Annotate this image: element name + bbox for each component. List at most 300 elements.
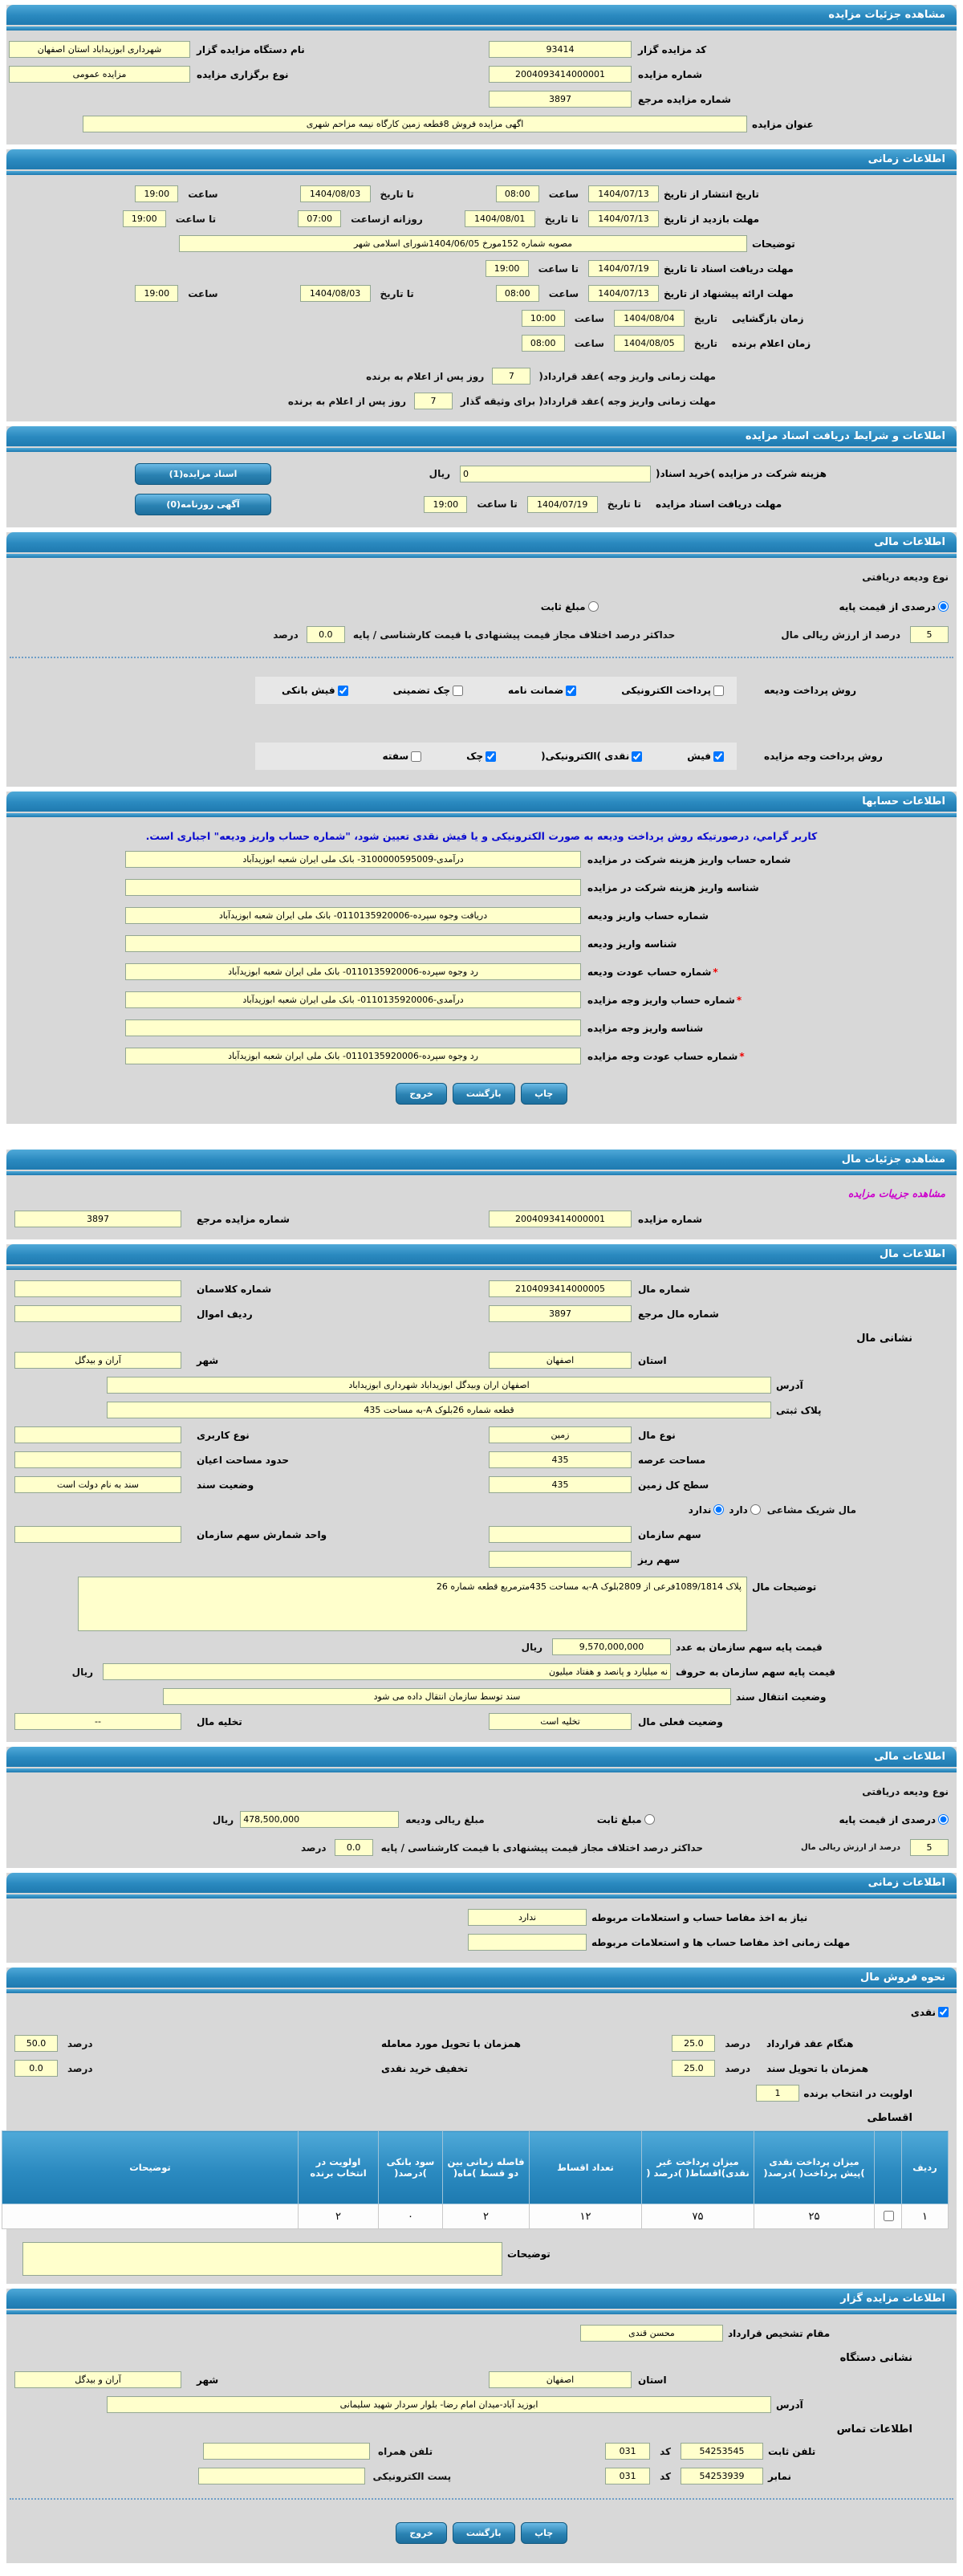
doc-receive-deadline-label: مهلت دریافت اسناد تا تاریخ xyxy=(664,262,794,275)
share-unit-field[interactable] xyxy=(14,1526,181,1543)
date-label: تاریخ xyxy=(693,337,717,349)
to-hour-label: تا ساعت xyxy=(538,262,579,275)
sale-notes-field[interactable] xyxy=(22,2242,502,2276)
guarantee-letter-checkbox[interactable] xyxy=(566,686,576,696)
base-price-words-field[interactable]: نه میلیارد و پانصد و هفتاد میلیون xyxy=(103,1663,671,1680)
guarantor-deadline-days-field[interactable]: 7 xyxy=(414,393,453,409)
account-row xyxy=(6,1014,957,1042)
section-sale-method xyxy=(6,1968,957,2284)
publish-date-row xyxy=(6,181,957,206)
percent-label: درصد xyxy=(301,1841,327,1854)
province-field[interactable]: اصفهان xyxy=(489,2371,632,2388)
auction-ref-label: شماره مزایده مرجع xyxy=(638,93,731,105)
share-detail-field[interactable] xyxy=(489,1551,632,1568)
auction-type-label: نوع برگزاری مزایده xyxy=(197,68,289,80)
installment-row xyxy=(2,2204,949,2229)
clearance-deadline-field[interactable] xyxy=(468,1934,587,1951)
at-contract-label: هنگام عقد قرارداد xyxy=(766,2037,854,2049)
cash-discount-field[interactable]: 0.0 xyxy=(14,2060,58,2077)
auction-number-label: شماره مزایده xyxy=(638,68,703,80)
visit-from-time-field[interactable]: 07:00 xyxy=(298,210,341,227)
percent-label: درصد xyxy=(725,2063,750,2074)
deposit-return-account-label: شماره حساب عودت ودیعه xyxy=(587,966,712,978)
receipt-option[interactable]: فیش xyxy=(687,751,724,762)
payment-deadline-row xyxy=(6,364,957,389)
joint-owner-yes-option[interactable]: دارد xyxy=(729,1504,760,1516)
address-label: آدرس xyxy=(776,2399,803,2411)
days-after-winner-label: روز پس از اعلام به برنده xyxy=(366,370,485,382)
certified-check-checkbox[interactable] xyxy=(453,686,463,696)
offer-to-date-field[interactable]: 1404/08/03 xyxy=(300,285,371,302)
receipt-checkbox[interactable] xyxy=(713,751,724,762)
to-hour-label: تا ساعت xyxy=(175,213,217,225)
col-installment-count: تعداد اقساط xyxy=(530,2131,642,2204)
land-area-field[interactable]: 435 xyxy=(489,1451,632,1468)
clearance-need-field[interactable]: ندارد xyxy=(468,1909,587,1926)
joint-owner-label: مال شریک مشاعی xyxy=(766,1504,856,1516)
offer-deadline-row xyxy=(6,281,957,306)
doc-receive-label: مهلت دریافت اسناد مزایده xyxy=(656,499,782,510)
asset-ref-field[interactable]: 3897 xyxy=(489,1305,632,1322)
fax-field[interactable]: 54253939 xyxy=(681,2468,763,2484)
winner-announce-row xyxy=(6,331,957,356)
check-option[interactable]: چک xyxy=(466,751,496,762)
col-winner-priority: اولویت در انتخاب برنده xyxy=(299,2131,379,2204)
section-asset-details xyxy=(6,1150,957,1239)
winner-priority-label: اولویت در انتخاب برنده xyxy=(803,2087,912,2099)
auction-number-field[interactable]: 2004093414000001 xyxy=(489,1211,632,1227)
deposit-amount-field[interactable]: 478,500,000 xyxy=(240,1811,399,1828)
deposit-account-field[interactable]: دریافت وجوه سپرده-0110135920006- بانک ملی ایران شعبه ابوزیدآباد xyxy=(125,907,581,924)
rial-label: ریال xyxy=(521,1641,542,1653)
cell-row-number: ۱ xyxy=(902,2204,949,2229)
hour-label: ساعت xyxy=(574,312,604,324)
auction-payment-account-field[interactable]: درآمدی-0110135920006- بانک ملی ایران شعبه ابوزیدآباد xyxy=(125,991,581,1008)
opening-time-row xyxy=(6,306,957,331)
action-buttons xyxy=(6,1070,957,1116)
total-land-label: سطح کل زمین xyxy=(638,1479,709,1491)
account-row xyxy=(6,930,957,958)
cell-bank-interest: ۰ xyxy=(379,2204,443,2229)
section-asset-info xyxy=(6,1244,957,1742)
clearance-deadline-label: مهلت زمانی اخذ مفاصا حساب ها و استعلامات مربوطه xyxy=(591,1936,851,1948)
winner-priority-field[interactable]: 1 xyxy=(756,2085,799,2102)
building-area-field[interactable] xyxy=(14,1451,181,1468)
max-price-diff-label: حداکثر درصد اختلاف مجاز قیمت پیشنهادی با قیمت کارشناسی / پایه xyxy=(352,629,676,641)
auction-type-field[interactable]: مزایده عمومی xyxy=(9,66,190,83)
area-code-label: کد xyxy=(660,2470,671,2482)
doc-deadline-time-field[interactable]: 19:00 xyxy=(486,260,529,277)
section-doc-terms xyxy=(6,426,957,527)
asset-number-label: شماره مال xyxy=(638,1283,690,1295)
section-asset-time xyxy=(6,1873,957,1963)
doc-receive-time-field[interactable]: 19:00 xyxy=(424,496,467,513)
address-field[interactable]: اصفهان اران وبیدگل ابوزیداباد شهرداری ابوزیداباد xyxy=(107,1377,771,1394)
view-auction-details-link[interactable]: مشاهده جزییات مزایده xyxy=(847,1187,945,1199)
time-notes-field[interactable]: مصوبه شماره 152مورخ 1404/06/05شورای اسلامی شهر xyxy=(179,235,747,252)
joint-owner-yes-radio[interactable] xyxy=(750,1504,761,1515)
deposit-percent-radio-label: درصدی از قیمت پایه xyxy=(839,600,936,612)
publish-from-date-field[interactable]: 1404/07/13 xyxy=(588,185,659,202)
opening-date-field[interactable]: 1404/08/04 xyxy=(614,310,685,327)
section-header-auctioneer-info: اطلاعات مزایده گزار xyxy=(6,2289,957,2309)
classification-label: شماره کلاسمان xyxy=(197,1283,272,1295)
deposit-percent-radio[interactable] xyxy=(938,601,949,612)
deposit-type-label: نوع ودیعه دریافتی xyxy=(862,571,949,583)
auction-payment-id-field[interactable] xyxy=(125,1019,581,1036)
to-date-label: تا تاریخ xyxy=(380,287,414,299)
hour-label: ساعت xyxy=(548,287,579,299)
cash-sale-option[interactable]: نقدی xyxy=(911,2007,949,2018)
cell-select xyxy=(875,2204,902,2229)
visit-from-date-field[interactable]: 1404/07/13 xyxy=(588,210,659,227)
usage-type-label: نوع کاربری xyxy=(197,1429,250,1441)
col-cash-payment: میزان پرداخت نقدی )پیش پرداخت( )درصد( xyxy=(754,2131,875,2204)
org-name-field[interactable]: شهرداری ابوزیداباد استان اصفهان xyxy=(9,41,190,58)
required-asterisk: * xyxy=(739,1050,745,1062)
promissory-note-option[interactable]: سفته xyxy=(383,751,422,762)
city-label: شهر xyxy=(197,2374,219,2386)
account-row xyxy=(6,958,957,986)
date-label: تاریخ xyxy=(693,312,717,324)
registry-plate-field[interactable]: قطعه شماره 26بلوک A-به مساحت 435 xyxy=(107,1402,771,1418)
daily-from-hour-label: روزانه ازساعت xyxy=(351,213,423,225)
phone-field[interactable]: 54253545 xyxy=(681,2443,763,2460)
rial-label: ریال xyxy=(212,1813,234,1825)
account-row xyxy=(6,1042,957,1070)
phone-label: تلفن ثابت xyxy=(768,2445,816,2457)
fee-id-field[interactable] xyxy=(125,879,581,896)
visit-to-time-field[interactable]: 19:00 xyxy=(123,210,166,227)
doc-receive-deadline-row xyxy=(6,256,957,281)
payment-deadline-days-field[interactable]: 7 xyxy=(492,368,530,385)
contact-heading: اطلاعات تماس xyxy=(836,2423,912,2436)
required-asterisk: * xyxy=(736,994,742,1006)
back-button[interactable]: بازگشت xyxy=(453,1083,515,1105)
mobile-label: تلفن همراه xyxy=(378,2445,433,2457)
section-auction-details xyxy=(6,5,957,144)
bank-receipt-option[interactable]: فیش بانکی xyxy=(282,685,348,696)
classification-field[interactable] xyxy=(14,1280,181,1297)
base-price-number-label: قیمت پایه سهم سازمان به عدد xyxy=(676,1641,823,1653)
sale-notes-label: توضیحات xyxy=(507,2248,551,2260)
deposit-fixed-radio-option[interactable]: مبلغ ثابت xyxy=(597,1814,655,1825)
deposit-payment-method-row xyxy=(6,668,957,713)
section-header-auction-details: مشاهده جزئیات مزایده xyxy=(6,5,957,25)
province-label: استان xyxy=(638,2374,667,2386)
total-land-field[interactable]: 435 xyxy=(489,1476,632,1493)
electronic-payment-checkbox[interactable] xyxy=(713,686,724,696)
deposit-return-account-field[interactable]: رد وجوه سپرده-0110135920006- بانک ملی ایران شعبه ابوزیدآباد xyxy=(125,963,581,980)
auction-payment-method-label: روش پرداخت وجه مزایده xyxy=(764,751,883,762)
section-header-asset-details: مشاهده جزئیات مال xyxy=(6,1150,957,1170)
cell-notes xyxy=(2,2204,299,2229)
doc-receive-row xyxy=(6,489,957,519)
deposit-percent-of-value-label: درصد از ارزش ریالی مال xyxy=(801,1843,900,1852)
fax-label: نمابر xyxy=(768,2470,792,2482)
auction-ref-field[interactable]: 3897 xyxy=(14,1211,181,1227)
electronic-payment-option[interactable]: پرداخت الکترونیکی xyxy=(621,685,724,696)
auction-payment-method-row xyxy=(6,734,957,779)
time-notes-row xyxy=(6,231,957,256)
opening-time-field[interactable]: 10:00 xyxy=(522,310,565,327)
percent-label: درصد xyxy=(725,2038,750,2049)
auction-code-label: کد مزایده گزار xyxy=(638,43,707,55)
auction-title-field[interactable]: اگهی مزایده فروش 8قطعه زمین کارگاه نیمه مزاحم شهری xyxy=(83,116,747,132)
col-select xyxy=(875,2131,902,2204)
deed-status-field[interactable]: سند به نام دولت است xyxy=(14,1476,181,1493)
area-code-field[interactable]: 031 xyxy=(605,2443,650,2460)
cash-sale-checkbox[interactable] xyxy=(938,2007,949,2017)
asset-notes-field[interactable]: پلاک 1089/1814فرعی از 2809بلوک A-به مساحت 435مترمربع قطعه شماره 26 xyxy=(78,1577,747,1631)
certified-check-option[interactable]: چک تضمینی xyxy=(393,685,463,696)
city-label: شهر xyxy=(197,1354,219,1366)
section-header-time-info: اطلاعات زمانی xyxy=(6,149,957,169)
visit-to-date-field[interactable]: 1404/08/01 xyxy=(465,210,535,227)
participation-cost-row xyxy=(6,458,957,489)
installment-heading: اقساطی xyxy=(867,2112,912,2124)
auction-payment-options-panel xyxy=(255,743,737,770)
publish-to-time-field[interactable]: 19:00 xyxy=(135,185,178,202)
col-bank-interest: سود بانکی )درصد( xyxy=(379,2131,443,2204)
deposit-type-label: نوع ودیعه دریافتی xyxy=(862,1785,949,1797)
deposit-payment-options-panel xyxy=(255,677,737,704)
row-select-checkbox[interactable] xyxy=(884,2211,894,2221)
participation-cost-label: هزینه شرکت در مزایده )خرید اسناد( xyxy=(656,468,827,479)
deposit-id-label: شناسه واریز ودیعه xyxy=(587,938,677,950)
asset-row-field[interactable] xyxy=(14,1305,181,1322)
deposit-percent-radio-option[interactable] xyxy=(839,601,949,612)
col-installment-interval: فاصله زمانی بین دو قسط )ماه( xyxy=(443,2131,530,2204)
rial-label: ریال xyxy=(429,468,450,479)
email-label: پست الکترونیکی xyxy=(372,2470,452,2482)
asset-number-field[interactable]: 2104093414000005 xyxy=(489,1280,632,1297)
deposit-percent-radio[interactable] xyxy=(938,1814,949,1825)
col-row-number: ردیف xyxy=(902,2131,949,2204)
deposit-fixed-radio[interactable] xyxy=(588,601,599,612)
at-deed-delivery-field[interactable]: 25.0 xyxy=(672,2060,715,2077)
section-asset-financial xyxy=(6,1747,957,1868)
at-delivery-field[interactable]: 50.0 xyxy=(14,2035,58,2052)
hour-label: ساعت xyxy=(548,188,579,200)
auction-return-account-field[interactable]: رد وجوه سپرده-0110135920006- بانک ملی ایران شعبه ابوزیدآباد xyxy=(125,1048,581,1064)
deed-transfer-field[interactable]: سند توسط سازمان انتقال داده می شود xyxy=(163,1688,731,1705)
rial-label: ریال xyxy=(71,1666,93,1678)
section-header-asset-time: اطلاعات زمانی xyxy=(6,1873,957,1893)
auction-documents-button[interactable]: اسناد مزایده(1) xyxy=(135,463,271,485)
section-header-financial-info: اطلاعات مالی xyxy=(6,532,957,552)
auction-payment-id-label: شناسه واریز وجه مزایده xyxy=(587,1022,704,1034)
mobile-field[interactable] xyxy=(203,2443,370,2460)
deed-status-label: وضعیت سند xyxy=(197,1479,254,1491)
bank-receipt-checkbox[interactable] xyxy=(338,686,348,696)
installment-table xyxy=(2,2130,949,2229)
deposit-percent-field[interactable]: 5 xyxy=(910,626,949,643)
required-asterisk: * xyxy=(713,966,718,978)
doc-deadline-date-field[interactable]: 1404/07/19 xyxy=(588,260,659,277)
auction-return-account-label: شماره حساب عودت وجه مزایده xyxy=(587,1050,738,1062)
section-header-asset-info: اطلاعات مال xyxy=(6,1244,957,1264)
max-price-diff-field[interactable]: 0.0 xyxy=(307,626,345,643)
auction-ref-label: شماره مزایده مرجع xyxy=(197,1213,290,1225)
address-label: آدرس xyxy=(776,1379,803,1391)
deed-transfer-label: وضعیت انتقال سند xyxy=(736,1691,827,1703)
fee-account-label: شماره حساب واریز هزینه شرکت در مزایده xyxy=(587,853,791,865)
newspaper-ad-button[interactable]: آگهی روزنامه(0) xyxy=(135,494,271,515)
cash-electronic-option[interactable]: نقدی )الکترونیکی( xyxy=(541,751,642,762)
section-auctioneer-info xyxy=(6,2289,957,2563)
participation-cost-field[interactable]: 0 xyxy=(460,466,651,482)
section-header-accounts: اطلاعات حسابها xyxy=(6,792,957,812)
promissory-note-checkbox[interactable] xyxy=(411,751,421,762)
building-area-label: حدود مساحت اعیان xyxy=(197,1454,290,1466)
action-buttons xyxy=(6,2509,957,2555)
time-notes-label: توضیحات xyxy=(752,238,795,250)
asset-address-heading: نشانی مال xyxy=(856,1333,912,1345)
offer-from-time-field[interactable]: 08:00 xyxy=(496,285,539,302)
deposit-percent-of-value-label: درصد از ارزش ریالی مال xyxy=(781,629,900,641)
publish-to-date-field[interactable]: 1404/08/03 xyxy=(300,185,371,202)
base-price-number-field[interactable]: 9,570,000,000 xyxy=(552,1638,671,1655)
at-delivery-label: همزمان با تحویل مورد معامله xyxy=(381,2037,521,2049)
auction-payment-account-label: شماره حساب واریز وجه مزایده xyxy=(587,994,735,1006)
visit-period-label: مهلت بازدید از تاریخ xyxy=(664,213,760,225)
org-share-field[interactable] xyxy=(489,1526,632,1543)
percent-label: درصد xyxy=(273,629,299,641)
address-field[interactable]: ابوزید آباد-میدان امام رضا- بلوار سردار شهید سلیمانی xyxy=(107,2396,771,2413)
cell-cash-payment: ۲۵ xyxy=(754,2204,875,2229)
vacancy-label: تخلیه مال xyxy=(197,1715,242,1728)
area-code-label: کد xyxy=(660,2445,671,2457)
print-button[interactable]: چاپ xyxy=(521,2522,567,2544)
print-button[interactable]: چاپ xyxy=(521,1083,567,1105)
org-name-label: نام دستگاه مزایده گزار xyxy=(197,43,305,55)
deposit-percent-field[interactable]: 5 xyxy=(910,1839,949,1856)
usage-type-field[interactable] xyxy=(14,1426,181,1443)
deposit-fixed-radio[interactable] xyxy=(644,1814,655,1825)
back-button[interactable]: بازگشت xyxy=(453,2522,515,2544)
auction-ref-field[interactable]: 3897 xyxy=(489,91,632,108)
city-field[interactable]: آران و بیدگل xyxy=(14,1352,181,1369)
exit-button[interactable]: خروج xyxy=(396,2522,447,2544)
section-financial-info xyxy=(6,532,957,787)
section-accounts xyxy=(6,792,957,1124)
org-share-label: سهم سازمان xyxy=(638,1528,701,1540)
publish-from-time-field[interactable]: 08:00 xyxy=(496,185,539,202)
province-field[interactable]: اصفهان xyxy=(489,1352,632,1369)
auction-number-field[interactable]: 2004093414000001 xyxy=(489,66,632,83)
hour-label: ساعت xyxy=(188,188,218,200)
section-time-info xyxy=(6,149,957,421)
opening-time-label: زمان بازگشایی xyxy=(732,312,804,324)
publish-date-label: تاریخ انتشار از تاریخ xyxy=(664,188,759,200)
section-header-doc-terms: اطلاعات و شرایط دریافت اسناد مزایده xyxy=(6,426,957,446)
deposit-fixed-radio-option[interactable] xyxy=(541,601,599,612)
fee-account-field[interactable]: درآمدی-3100000595009- بانک ملی ایران شعبه ابوزیدآباد xyxy=(125,851,581,868)
guarantor-payment-deadline-row xyxy=(6,389,957,413)
cell-noncash-payment: ۷۵ xyxy=(642,2204,754,2229)
exit-button[interactable]: خروج xyxy=(396,1083,447,1105)
asset-type-field[interactable]: زمین xyxy=(489,1426,632,1443)
clearance-need-label: نیاز به اخذ مفاصا حساب و استعلامات مربوطه xyxy=(591,1911,808,1923)
check-checkbox[interactable] xyxy=(486,751,496,762)
deposit-id-field[interactable] xyxy=(125,935,581,952)
contract-authority-label: مقام تشخیص قرارداد xyxy=(728,2327,831,2339)
fax-code-field[interactable]: 031 xyxy=(605,2468,650,2484)
province-label: استان xyxy=(638,1354,667,1366)
cash-electronic-checkbox[interactable] xyxy=(632,751,642,762)
cell-installment-count: ۱۲ xyxy=(530,2204,642,2229)
dotted-divider xyxy=(10,657,953,658)
max-price-diff-field[interactable]: 0.0 xyxy=(335,1839,373,1856)
cell-installment-interval: ۲ xyxy=(443,2204,530,2229)
payment-deadline-label: مهلت زمانی واریز وجه )عقد قرارداد( xyxy=(538,370,716,382)
joint-owner-no-radio[interactable] xyxy=(713,1504,724,1515)
col-notes: توضیحات xyxy=(2,2131,299,2204)
cell-winner-priority: ۲ xyxy=(299,2204,379,2229)
registry-plate-label: پلاک ثبتی xyxy=(776,1404,822,1416)
col-noncash-payment: میزان پرداخت غیر نقدی)اقساط( )درصد ( xyxy=(642,2131,754,2204)
auction-title-label: عنوان مزایده xyxy=(752,118,814,130)
hour-label: ساعت xyxy=(188,287,218,299)
current-status-field[interactable]: تخلیه است xyxy=(489,1713,632,1730)
percent-label: درصد xyxy=(67,2038,93,2049)
joint-owner-no-option[interactable]: ندارد xyxy=(689,1504,725,1516)
cash-discount-label: تخفیف خرید نقدی xyxy=(381,2062,468,2074)
asset-notes-label: توضیحات مال xyxy=(752,1581,817,1593)
contract-authority-field[interactable]: محسن قندی xyxy=(580,2325,723,2342)
winner-date-field[interactable]: 1404/08/05 xyxy=(614,335,685,352)
guarantee-letter-option[interactable]: ضمانت نامه xyxy=(508,685,576,696)
dotted-divider xyxy=(10,2498,953,2500)
deposit-amount-label: مبلغ ریالی ودیعه xyxy=(405,1813,485,1825)
account-row xyxy=(6,873,957,901)
account-row xyxy=(6,901,957,930)
auction-number-label: شماره مزایده xyxy=(638,1213,703,1225)
current-status-label: وضعیت فعلی مال xyxy=(638,1715,723,1728)
vacancy-field[interactable]: -- xyxy=(14,1713,181,1730)
account-row xyxy=(6,986,957,1014)
deposit-percent-radio-option[interactable]: درصدی از قیمت پایه xyxy=(839,1814,949,1825)
fee-id-label: شناسه واریز هزینه شرکت در مزایده xyxy=(587,881,759,893)
asset-type-label: نوع مال xyxy=(638,1429,676,1441)
hour-label: ساعت xyxy=(574,337,604,349)
offer-from-date-field[interactable]: 1404/07/13 xyxy=(588,285,659,302)
auction-code-field[interactable]: 93414 xyxy=(489,41,632,58)
to-date-label: تا تاریخ xyxy=(380,188,414,200)
offer-to-time-field[interactable]: 19:00 xyxy=(135,285,178,302)
panel-gap xyxy=(6,1129,957,1150)
section-header-sale-method: نحوه فروش مال xyxy=(6,1968,957,1988)
account-row xyxy=(6,845,957,873)
city-field[interactable]: آران و بیدگل xyxy=(14,2371,181,2388)
at-contract-field[interactable]: 25.0 xyxy=(672,2035,715,2052)
deposit-account-label: شماره حساب واریز ودیعه xyxy=(587,910,709,922)
land-area-label: مساحت عرصه xyxy=(638,1454,706,1466)
deposit-fixed-radio-label: مبلغ ثابت xyxy=(540,600,586,612)
to-hour-label: تا ساعت xyxy=(477,499,518,510)
share-detail-label: سهم ریز xyxy=(638,1553,681,1565)
asset-row-label: ردیف اموال xyxy=(197,1308,253,1320)
base-price-words-label: قیمت پایه سهم سازمان به حروف xyxy=(676,1666,836,1678)
max-price-diff-label: حداکثر درصد اختلاف مجاز قیمت پیشنهادی با قیمت کارشناسی / پایه xyxy=(380,1841,704,1854)
org-address-heading: نشانی دستگاه xyxy=(839,2352,912,2364)
asset-ref-label: شماره مال مرجع xyxy=(638,1308,719,1320)
accounts-note: کاربر گرامي، درصورتیکه روش پرداخت ودیعه به صورت الکترونیکی و یا فیش نقدی تعیین شود، "شماره حساب واریز ودیعه" اجباری است. xyxy=(145,830,818,842)
email-field[interactable] xyxy=(198,2468,365,2484)
doc-receive-date-field[interactable]: 1404/07/19 xyxy=(527,496,598,513)
winner-time-field[interactable]: 08:00 xyxy=(522,335,565,352)
